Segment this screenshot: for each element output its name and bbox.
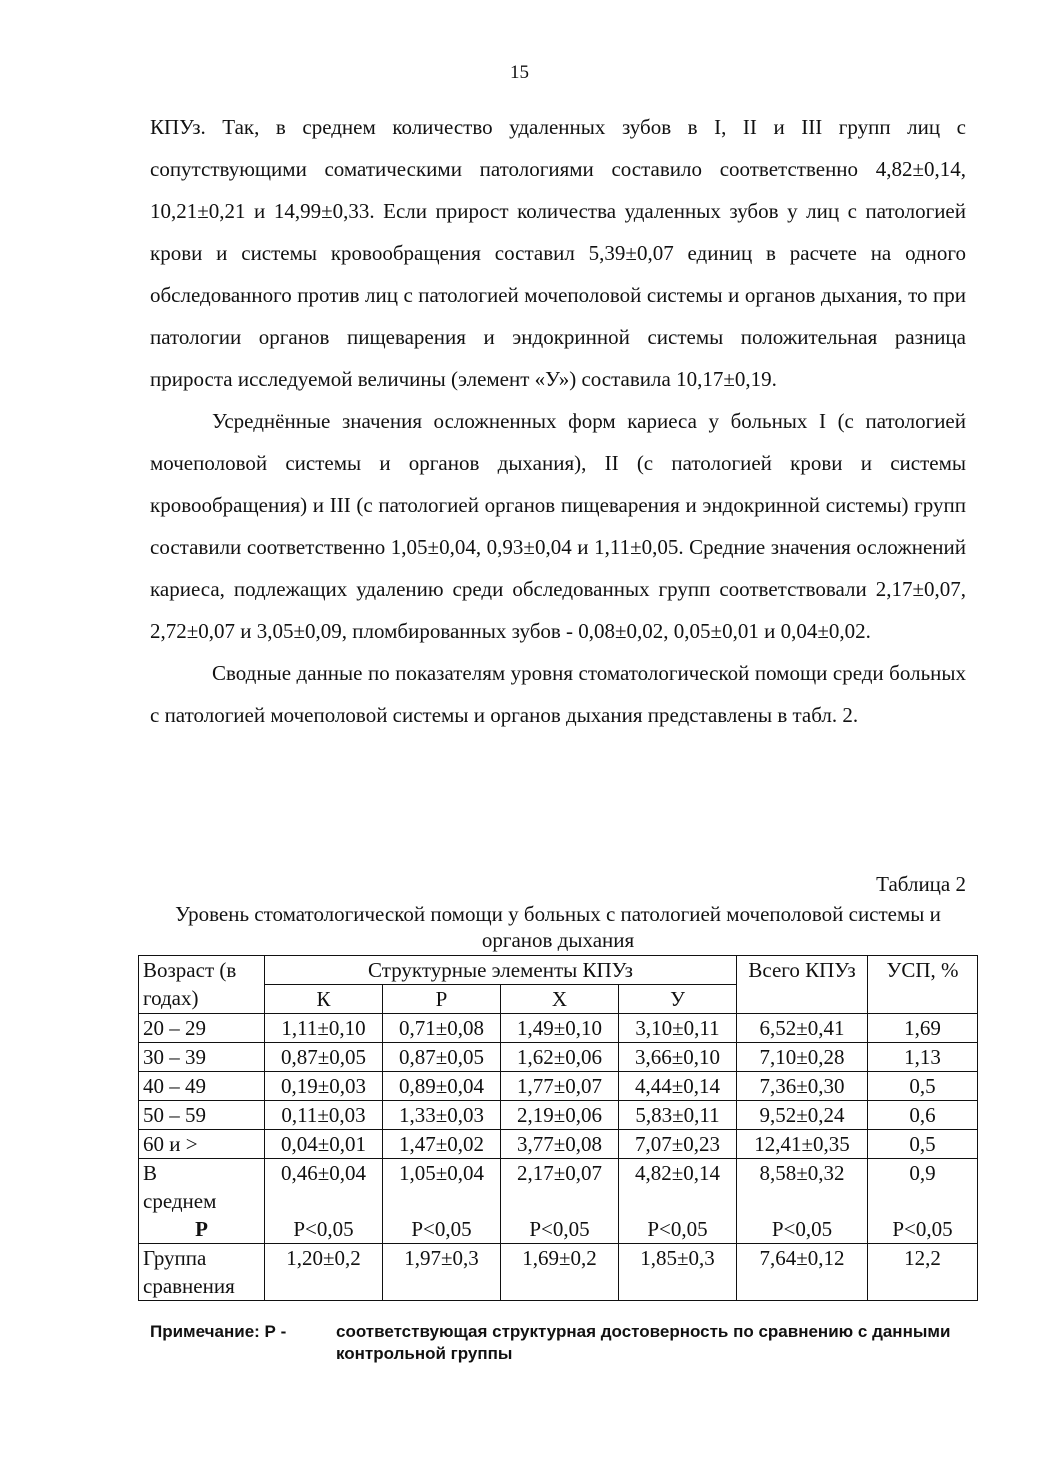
cell-usp: 1,13 [868,1043,978,1072]
table-label: Таблица 2 [876,872,966,896]
cell-total: 7,10±0,28 [737,1043,868,1072]
comparison-cell-k: 1,20±0,2 [265,1244,383,1301]
header-age: Возраст (в годах) [139,956,265,1014]
cell-total: 6,52±0,41 [737,1014,868,1043]
header-x: Х [501,985,619,1014]
paragraph-2: Усреднённые значения осложненных форм кариеса у больных I (с патологией мочеполовой системы и органов дыхания), II (с патологией крови и системы кровообращения) и III (с патологией органов пищеварения и эндокринной системы) групп составили соответственно 1,05±0,04, 0,93±0,04 и 1,11±0,05. Средние значения осложнений кариеса, подлежащих удалению среди обследованных групп соответствовали 2,17±0,07, 2,72±0,07 и 3,05±0,09, пломбированных зубов - 0,08±0,02, 0,05±0,01 и 0,04±0,02. [150,409,966,643]
data-table [138,955,978,1301]
average-value: 0,46±0,04 [280,1161,367,1185]
comparison-cell-u: 1,85±0,3 [619,1244,737,1301]
table-row [139,1014,978,1043]
cell-x: 3,77±0,08 [501,1130,619,1159]
cell-p: 1,47±0,02 [383,1130,501,1159]
cell-u: 5,83±0,11 [619,1101,737,1130]
comparison-cell-p: 1,97±0,3 [383,1244,501,1301]
header-usp: УСП, % [868,956,978,1014]
cell-x: 1,77±0,07 [501,1072,619,1101]
p-value: P<0,05 [647,1217,708,1241]
note-text: соответствующая структурная достоверность по сравнению с данными контрольной группы [336,1322,951,1363]
header-u: У [619,985,737,1014]
cell-p: 1,33±0,03 [383,1101,501,1130]
average-value: 4,82±0,14 [634,1161,721,1185]
cell-total: 12,41±0,35 [737,1130,868,1159]
average-cell-k [265,1159,383,1244]
header-p: Р [383,985,501,1014]
average-label [139,1159,265,1244]
row-age: 40 – 49 [139,1072,265,1101]
p-value: P<0,05 [771,1217,833,1241]
cell-x: 1,62±0,06 [501,1043,619,1072]
cell-total: 9,52±0,24 [737,1101,868,1130]
cell-usp: 0,6 [868,1101,978,1130]
p-value: P<0,05 [529,1217,590,1241]
cell-k: 0,11±0,03 [265,1101,383,1130]
average-cell-p [383,1159,501,1244]
table-row [139,1043,978,1072]
average-value: 2,17±0,07 [516,1161,603,1185]
table-title: Уровень стоматологической помощи у больных с патологией мочеполовой системы и органов дыхания [175,902,941,952]
cell-x: 1,49±0,10 [501,1014,619,1043]
cell-usp: 0,5 [868,1130,978,1159]
cell-usp: 0,5 [868,1072,978,1101]
average-cell-usp [868,1159,978,1244]
table-row-average [139,1159,978,1244]
cell-p: 0,71±0,08 [383,1014,501,1043]
cell-k: 0,19±0,03 [265,1072,383,1101]
comparison-label [139,1244,265,1301]
table-row-comparison [139,1244,978,1301]
paragraph-3: Сводные данные по показателям уровня стоматологической помощи среди больных с патологией мочеполовой системы и органов дыхания представлены в табл. 2. [150,661,966,727]
header-total: Всего КПУз [737,956,868,1014]
row-age: 20 – 29 [139,1014,265,1043]
table-row [139,1101,978,1130]
cell-x: 2,19±0,06 [501,1101,619,1130]
body-text [150,106,966,736]
comparison-cell-total: 7,64±0,12 [737,1244,868,1301]
cell-u: 4,44±0,14 [619,1072,737,1101]
cell-total: 7,36±0,30 [737,1072,868,1101]
row-age: 50 – 59 [139,1101,265,1130]
cell-u: 3,10±0,11 [619,1014,737,1043]
cell-u: 3,66±0,10 [619,1043,737,1072]
header-elements: Структурные элементы КПУз [265,956,737,985]
row-age: 60 и > [139,1130,265,1159]
cell-u: 7,07±0,23 [619,1130,737,1159]
p-value: P<0,05 [892,1217,953,1241]
note-label: Примечание: Р - [150,1322,287,1341]
cell-p: 0,89±0,04 [383,1072,501,1101]
table-row [139,1072,978,1101]
page-number: 15 [510,62,529,83]
average-label-line2: среднем [143,1189,217,1213]
comparison-cell-usp: 12,2 [868,1244,978,1301]
cell-p: 0,87±0,05 [383,1043,501,1072]
comparison-cell-x: 1,69±0,2 [501,1244,619,1301]
cell-usp: 1,69 [868,1014,978,1043]
comparison-label-line1: Группа [143,1246,207,1270]
header-k: К [265,985,383,1014]
average-cell-x [501,1159,619,1244]
cell-k: 0,87±0,05 [265,1043,383,1072]
average-label-p: Р [195,1217,208,1241]
paragraph-1: КПУз. Так, в среднем количество удаленных зубов в I, II и III групп лиц с сопутствующими соматическими патологиями составило соответственно 4,82±0,14, 10,21±0,21 и 14,99±0,33. Если прирост количества удаленных зубов у лиц с патологией крови и системы кровообращения составил 5,39±0,07 единиц в расчете на одного обследованного против лиц с патологией мочеполовой системы и органов дыхания, то при патологии органов пищеварения и эндокринной системы положительная разница прироста исследуемой величины (элемент «У») составила 10,17±0,19. [150,115,966,391]
average-value: 8,58±0,32 [759,1161,845,1185]
average-value: 1,05±0,04 [398,1161,485,1185]
average-cell-u [619,1159,737,1244]
p-value: P<0,05 [293,1217,354,1241]
cell-k: 0,04±0,01 [265,1130,383,1159]
average-value: 0,9 [909,1161,936,1185]
row-age: 30 – 39 [139,1043,265,1072]
cell-k: 1,11±0,10 [265,1014,383,1043]
average-cell-total [737,1159,868,1244]
p-value: P<0,05 [411,1217,472,1241]
table-row [139,1130,978,1159]
comparison-label-line2: сравнения [143,1274,235,1298]
average-label-line1: В [143,1161,158,1185]
table-header-row [139,956,978,985]
